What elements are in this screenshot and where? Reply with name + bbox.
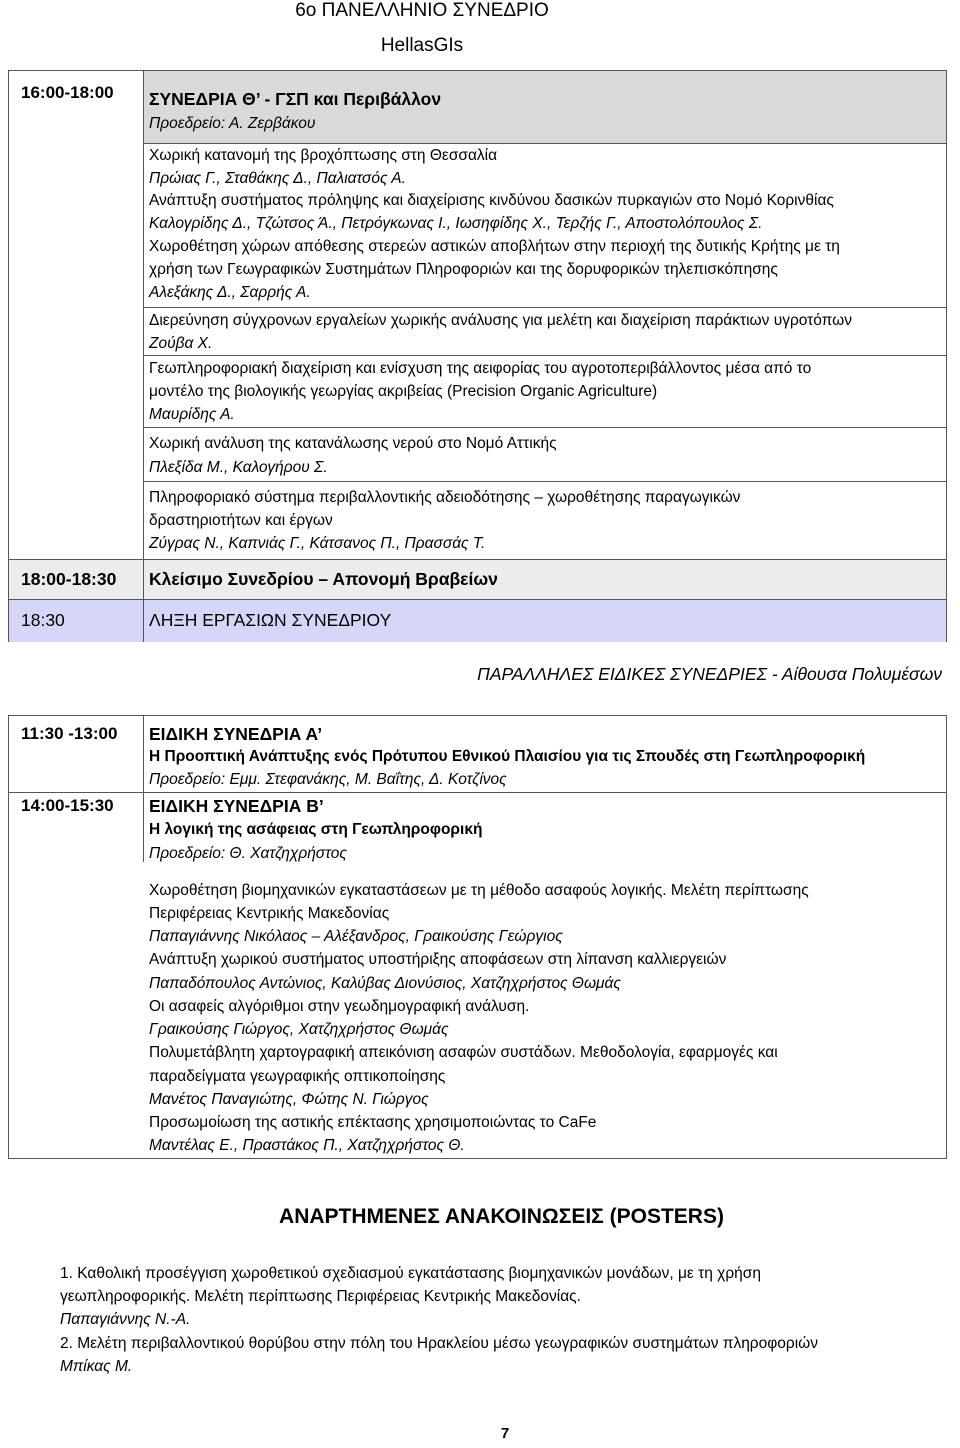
row-divider	[143, 427, 946, 428]
column-divider	[143, 600, 144, 642]
paper-title: Χωρική κατανομή της βροχόπτωσης στη Θεσσαλία	[149, 147, 498, 164]
session-title: ΣΥΝΕΔΡΙΑ Θ’ - ΓΣΠ και Περιβάλλον	[149, 89, 442, 109]
closing-time: 18:00-18:30	[21, 569, 117, 589]
row-divider	[143, 307, 946, 308]
poster-authors: Μπίκας Μ.	[60, 1358, 133, 1375]
row-divider	[143, 355, 946, 356]
paper-authors: Αλεξάκης Δ., Σαρρής Α.	[149, 284, 311, 301]
row-divider	[143, 481, 946, 482]
poster-title: γεωπληροφορικής. Μελέτη περίπτωσης Περιφέρειας Κεντρικής Μακεδονίας.	[60, 1288, 581, 1305]
special-a-subtitle: Η Προοπτική Ανάπτυξης ενός Πρότυπου Εθνικού Πλαισίου για τις Σπουδές στη Γεωπληροφορική	[149, 748, 866, 765]
special-b-subtitle: Η λογική της ασάφειας στη Γεωπληροφορική	[149, 821, 483, 838]
session-theta-table	[8, 70, 947, 642]
paper-authors: Μαυρίδης Α.	[149, 406, 235, 423]
paper-title: δραστηριοτήτων και έργων	[149, 512, 333, 529]
paper-title: Οι ασαφείς αλγόριθμοι στην γεωδημογραφική ανάλυση.	[149, 998, 530, 1015]
column-divider	[143, 716, 144, 862]
closing-title: Κλείσιμο Συνεδρίου – Απονομή Βραβείων	[149, 569, 498, 589]
parallel-sessions-heading: ΠΑΡΑΛΛΗΛΕΣ ΕΙΔΙΚΕΣ ΣΥΝΕΔΡΙΕΣ - Αίθουσα Πολυμέσων	[477, 664, 942, 684]
row-divider	[9, 792, 946, 793]
end-row	[9, 599, 946, 642]
paper-title: παραδείγματα γεωγραφικής οπτικοποίησης	[149, 1068, 446, 1085]
conference-subtitle: HellasGIs	[380, 35, 464, 56]
special-b-time: 14:00-15:30	[21, 796, 114, 815]
paper-title: Χωροθέτηση χώρων απόθεσης στερεών αστικών αποβλήτων στην περιοχή της δυτικής Κρήτης με τη	[149, 238, 840, 255]
closing-row	[9, 559, 946, 600]
posters-heading: ΑΝΑΡΤΗΜΕΝΕΣ ΑΝΑΚΟΙΝΩΣΕΙΣ (POSTERS)	[279, 1205, 724, 1228]
paper-title: Χωρική ανάλυση της κατανάλωσης νερού στο Νομό Αττικής	[149, 435, 557, 452]
end-title: ΛΗΞΗ ΕΡΓΑΣΙΩΝ ΣΥΝΕΔΡΙΟΥ	[149, 610, 392, 630]
paper-title: Πληροφοριακό σύστημα περιβαλλοντικής αδειοδότησης – χωροθέτησης παραγωγικών	[149, 489, 741, 506]
column-divider	[143, 560, 144, 600]
end-time: 18:30	[21, 610, 65, 630]
special-a-time: 11:30 -13:00	[21, 724, 118, 743]
paper-authors: Καλογρίδης Δ., Τζώτσος Ά., Πετρόγκωνας Ι., Ιωσηφίδης Χ., Τερζής Γ., Αποστολόπουλος Σ.	[149, 215, 763, 232]
poster-title: 2. Μελέτη περιβαλλοντικού θορύβου στην πόλη του Ηρακλείου μέσω γεωγραφικών συστημάτων πληροφοριών	[60, 1335, 819, 1352]
session-chair: Προεδρείο: Α. Ζερβάκου	[149, 115, 316, 132]
paper-title: Πολυμετάβλητη χαρτογραφική απεικόνιση ασαφών συστάδων. Μεθοδολογία, εφαρμογές και	[149, 1044, 778, 1061]
session-time: 16:00-18:00	[21, 83, 114, 102]
paper-authors: Ζούβα Χ.	[149, 335, 213, 352]
conference-title: 6ο ΠΑΝΕΛΛΗΝΙΟ ΣΥΝΕΔΡΙΟ	[295, 0, 549, 21]
paper-title: χρήση των Γεωγραφικών Συστημάτων Πληροφοριών και της δορυφορικών τηλεπισκόπησης	[149, 261, 778, 278]
paper-authors: Παπαγιάννης Νικόλαος – Αλέξανδρος, Γραικούσης Γεώργιος	[149, 928, 563, 945]
paper-authors: Παπαδόπουλος Αντώνιος, Καλύβας Διονύσιος, Χατζηχρήστος Θωμάς	[149, 975, 621, 992]
paper-authors: Πλεξίδα Μ., Καλογήρου Σ.	[149, 459, 328, 476]
special-a-title: ΕΙΔΙΚΗ ΣΥΝΕΔΡΙΑ Α’	[149, 724, 323, 744]
paper-authors: Ζύγρας Ν., Καπνιάς Γ., Κάτσανος Π., Πρασσάς Τ.	[149, 535, 486, 552]
paper-title: Ανάπτυξη συστήματος πρόληψης και διαχείρισης κινδύνου δασικών πυρκαγιών στο Νομό Κορινθίας	[149, 192, 834, 209]
special-sessions-table	[8, 715, 947, 1159]
paper-title: μοντέλο της βιολογικής γεωργίας ακριβείας (Precision Organic Agriculture)	[149, 383, 658, 400]
paper-title: Χωροθέτηση βιομηχανικών εγκαταστάσεων με τη μέθοδο ασαφούς λογικής. Μελέτη περίπτωσης	[149, 882, 809, 899]
paper-title: Διερεύνηση σύγχρονων εργαλείων χωρικής ανάλυσης για μελέτη και διαχείριση παράκτιων υγροτόπων	[149, 312, 853, 329]
paper-title: Περιφέρειας Κεντρικής Μακεδονίας	[149, 905, 390, 922]
page-number: 7	[500, 1425, 510, 1442]
paper-title: Προσωμοίωση της αστικής επέκτασης χρησιμοποιώντας το CaFe	[149, 1114, 597, 1131]
time-column	[9, 71, 144, 559]
paper-authors: Γραικούσης Γιώργος, Χατζηχρήστος Θωμάς	[149, 1021, 449, 1038]
paper-title: Ανάπτυξη χωρικού συστήματος υποστήριξης αποφάσεων στη λίπανση καλλιεργειών	[149, 951, 727, 968]
paper-authors: Μανέτος Παναγιώτης, Φώτης Ν. Γιώργος	[149, 1091, 429, 1108]
paper-authors: Πρώιας Γ., Σταθάκης Δ., Παλιατσός Α.	[149, 170, 406, 187]
special-b-chair: Προεδρείο: Θ. Χατζηχρήστος	[149, 845, 347, 862]
poster-authors: Παπαγιάννης Ν.-Α.	[60, 1311, 191, 1328]
special-a-chair: Προεδρείο: Εμμ. Στεφανάκης, Μ. Βαΐτης, Δ. Κοτζίνος	[149, 771, 507, 788]
paper-title: Γεωπληροφοριακή διαχείριση και ενίσχυση της αειφορίας του αγροτοπεριβάλλοντος μέσα από το	[149, 360, 812, 377]
special-b-title: ΕΙΔΙΚΗ ΣΥΝΕΔΡΙΑ Β’	[149, 796, 324, 816]
paper-authors: Μαντέλας Ε., Πραστάκος Π., Χατζηχρήστος Θ.	[149, 1137, 465, 1154]
poster-title: 1. Καθολική προσέγγιση χωροθετικού σχεδιασμού εγκατάστασης βιομηχανικών μονάδων, με τη χρήση	[60, 1265, 761, 1282]
